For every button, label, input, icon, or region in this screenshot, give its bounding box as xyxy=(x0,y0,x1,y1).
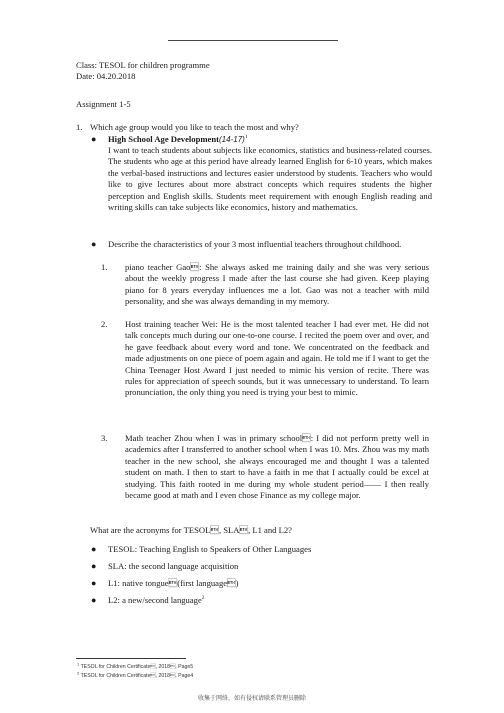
bullet-icon: ● xyxy=(91,561,97,571)
item-text: Math teacher Zhou when I was in primary school: I did not perform pretty well in academics after I transferred to another school when I was 10. Mrs. Zhou was my math teacher in the new school, she always encouraged me and thought I was a talented student on math. I then to start to have a faith in me that I actually could be excel at studying. This faith rooted in me during my whole student period—— I then really became good at math and I even chose Finance as my college major. xyxy=(125,433,429,501)
acronym-sla: SLA: the second language acquisition xyxy=(108,561,239,571)
bullet-icon: ● xyxy=(91,239,97,249)
teacher-item-3 xyxy=(101,433,429,501)
footnote-number: 1 xyxy=(77,661,80,667)
footnote-number: 2 xyxy=(77,670,80,676)
acronym-l2-text: L2: a new/second language xyxy=(108,595,202,605)
footnote-text: TESOL for Children Certificate, 2018, Page4 xyxy=(80,673,194,679)
bullet-heading xyxy=(108,134,248,145)
item-text: piano teacher Gao: She always asked me training daily and she was very serious about the weekly progress I made after the last course she had given. Keep playing piano for 8 years everyday influences me a lot. Gao was not a teacher with mild personality, and she was always demanding in my memory. xyxy=(125,262,429,307)
question-1-text: Which age group would you like to teach the most and why? xyxy=(90,122,299,132)
footnote-ref: 2 xyxy=(201,595,205,602)
footnote-text: TESOL for Children Certificate, 2018, Page5 xyxy=(80,664,194,670)
footnote-rule xyxy=(76,658,186,659)
footnote-2 xyxy=(77,671,193,682)
bullet-icon: ● xyxy=(91,578,97,588)
date-line: Date: 04.20.2018 xyxy=(76,71,136,81)
class-line: Class: TESOL for children programme xyxy=(76,60,210,70)
heading-range: (14-17) xyxy=(219,135,245,144)
acronym-l1: L1: native tongue(first language) xyxy=(108,578,239,588)
teacher-item-2 xyxy=(101,319,429,399)
bullet-icon: ● xyxy=(91,134,97,144)
item-number: 2. xyxy=(101,319,108,329)
teacher-item-1 xyxy=(101,262,429,308)
bullet-1-body: I want to teach students about subjects like economics, statistics and business-related courses. The students who age at this period have already learned English for 6-10 years, which makes the verbal-based instructions and lectures easier understood by students. Teachers who would like to give lectures about more abstract concepts which requires students the higher perception and English skills. Students meet requirement with enough English reading and writing skills can take subjects like economics, history and mathematics. xyxy=(108,145,432,213)
question-2: What are the acronyms for TESOL, SLA, L1 and L2? xyxy=(90,525,292,535)
question-1 xyxy=(76,122,299,133)
acronym-l2 xyxy=(108,595,205,606)
top-rule xyxy=(168,40,338,41)
page-footer: 收集于网络，如有侵权请联系管理员删除 xyxy=(197,695,306,702)
bullet-icon: ● xyxy=(91,595,97,605)
acronym-tesol: TESOL: Teaching English to Speakers of Other Languages xyxy=(108,544,312,554)
footnote-ref: 1 xyxy=(244,134,248,141)
heading-title: High School Age Development xyxy=(108,134,220,144)
item-number: 1. xyxy=(101,262,108,272)
assignment-title: Assignment 1-5 xyxy=(76,99,131,109)
bullet-icon: ● xyxy=(91,544,97,554)
question-number: 1. xyxy=(76,122,83,132)
item-number: 3. xyxy=(101,433,108,443)
bullet-2-text: Describe the characteristics of your 3 most influential teachers throughout childhood. xyxy=(108,239,402,249)
item-text: Host training teacher Wei: He is the most talented teacher I had ever met. He did not talk concepts much during our one-to-one course. I recited the poem over and over, and he gave feedback about every word and tone. We concentrated on the feedback and made adjustments on one piece of poem again and again. He told me if I want to get the China Teenager Host Award I just needed to mimic his version of recite. There was rules for appreciation of speech sounds, but it was unnecessary to understand. To learn pronunciation, the only thing you need is trying your best to mimic. xyxy=(125,319,429,398)
